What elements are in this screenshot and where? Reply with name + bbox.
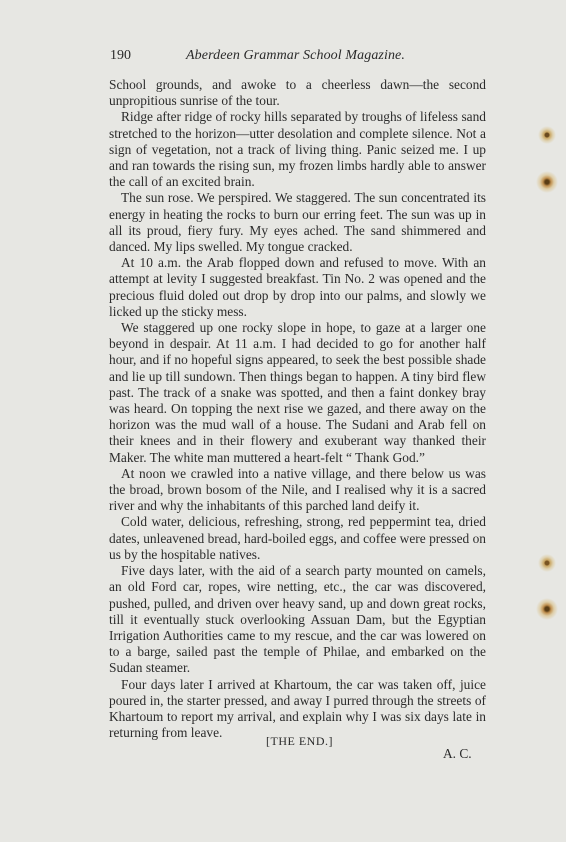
author-signature: A. C. bbox=[443, 746, 472, 761]
the-end-marker: [THE END.] bbox=[266, 734, 333, 748]
running-head: Aberdeen Grammar School Magazine. bbox=[186, 48, 405, 63]
paragraph: The sun rose. We perspired. We staggered. The sun concentrated its energy in heating the rocks to burn our erring feet. The sun was up in all its proud, fiery fury. My eyes ached. The sand shimmered and danced. My lips swelled. My tongue cracked. bbox=[109, 190, 486, 255]
paragraph: School grounds, and awoke to a cheerless dawn—the second unpropitious sunrise of the tour. bbox=[109, 77, 486, 109]
paragraph: At 10 a.m. the Arab flopped down and refused to move. With an attempt at levity I suggested breakfast. Tin No. 2 was opened and the precious fluid doled out drop by drop into our palms, and slowly we licked up the sticky mess. bbox=[109, 255, 486, 319]
paragraph: Ridge after ridge of rocky hills separated by troughs of lifeless sand stretched to the horizon—utter desolation and complete silence. Not a sign of vegetation, not a track of living thing. Panic seized me. I up and ran towards the rising sun, my frozen limbs hardly able to answer the call of an excited brain. bbox=[109, 109, 486, 190]
binding-hole-stain bbox=[538, 554, 556, 572]
paragraph: Four days later I arrived at Khartoum, the car was taken off, juice poured in, the starter pressed, and away I purred through the streets of Khartoum to report my arrival, and explain why I was six days late in returning from leave. bbox=[109, 676, 486, 741]
binding-hole-stain bbox=[536, 171, 558, 193]
paragraph: At noon we crawled into a native village, and there below us was the broad, brown bosom of the Nile, and I realised why it is a sacred river and why the inhabitants of this parched land deify it. bbox=[109, 465, 486, 514]
binding-hole-stain bbox=[538, 126, 556, 144]
binding-hole-stain bbox=[536, 598, 558, 620]
page-number: 190 bbox=[110, 48, 131, 63]
paragraph: We staggered up one rocky slope in hope, to gaze at a larger one beyond in despair. At 11 a.m. I had decided to go for another half hour, and if no hopeful signs appeared, to seek the best possible shade and lie up till sundown. Then things began to happen. A tiny bird flew past. The track of a snake was spotted, and then a faint donkey bray was heard. On topping the next rise we gazed, and there away on the horizon was the mud wall of a house. The Sudani and Arab fell on their knees and in their flowery and exuberant way thanked their Maker. The white man muttered a heart-felt “ Thank God.” bbox=[109, 320, 486, 465]
paragraph: Cold water, delicious, refreshing, strong, red peppermint tea, dried dates, unleavened bread, hard-boiled eggs, and coffee were pressed on us by the hospitable natives. bbox=[109, 514, 486, 562]
paragraph: Five days later, with the aid of a search party mounted on camels, an old Ford car, ropes, wire netting, etc., the car was discovered, pushed, pulled, and driven over heavy sand, up and down great rocks, till it eventually stuck overlooking Assuan Dam, but the Egyptian Irrigation Authorities came to my rescue, and the car was lowered on to a barge, sailed past the temple of Philae, and embarked on the Sudan steamer. bbox=[109, 563, 486, 676]
article-body bbox=[109, 77, 486, 741]
page-header bbox=[110, 45, 488, 67]
